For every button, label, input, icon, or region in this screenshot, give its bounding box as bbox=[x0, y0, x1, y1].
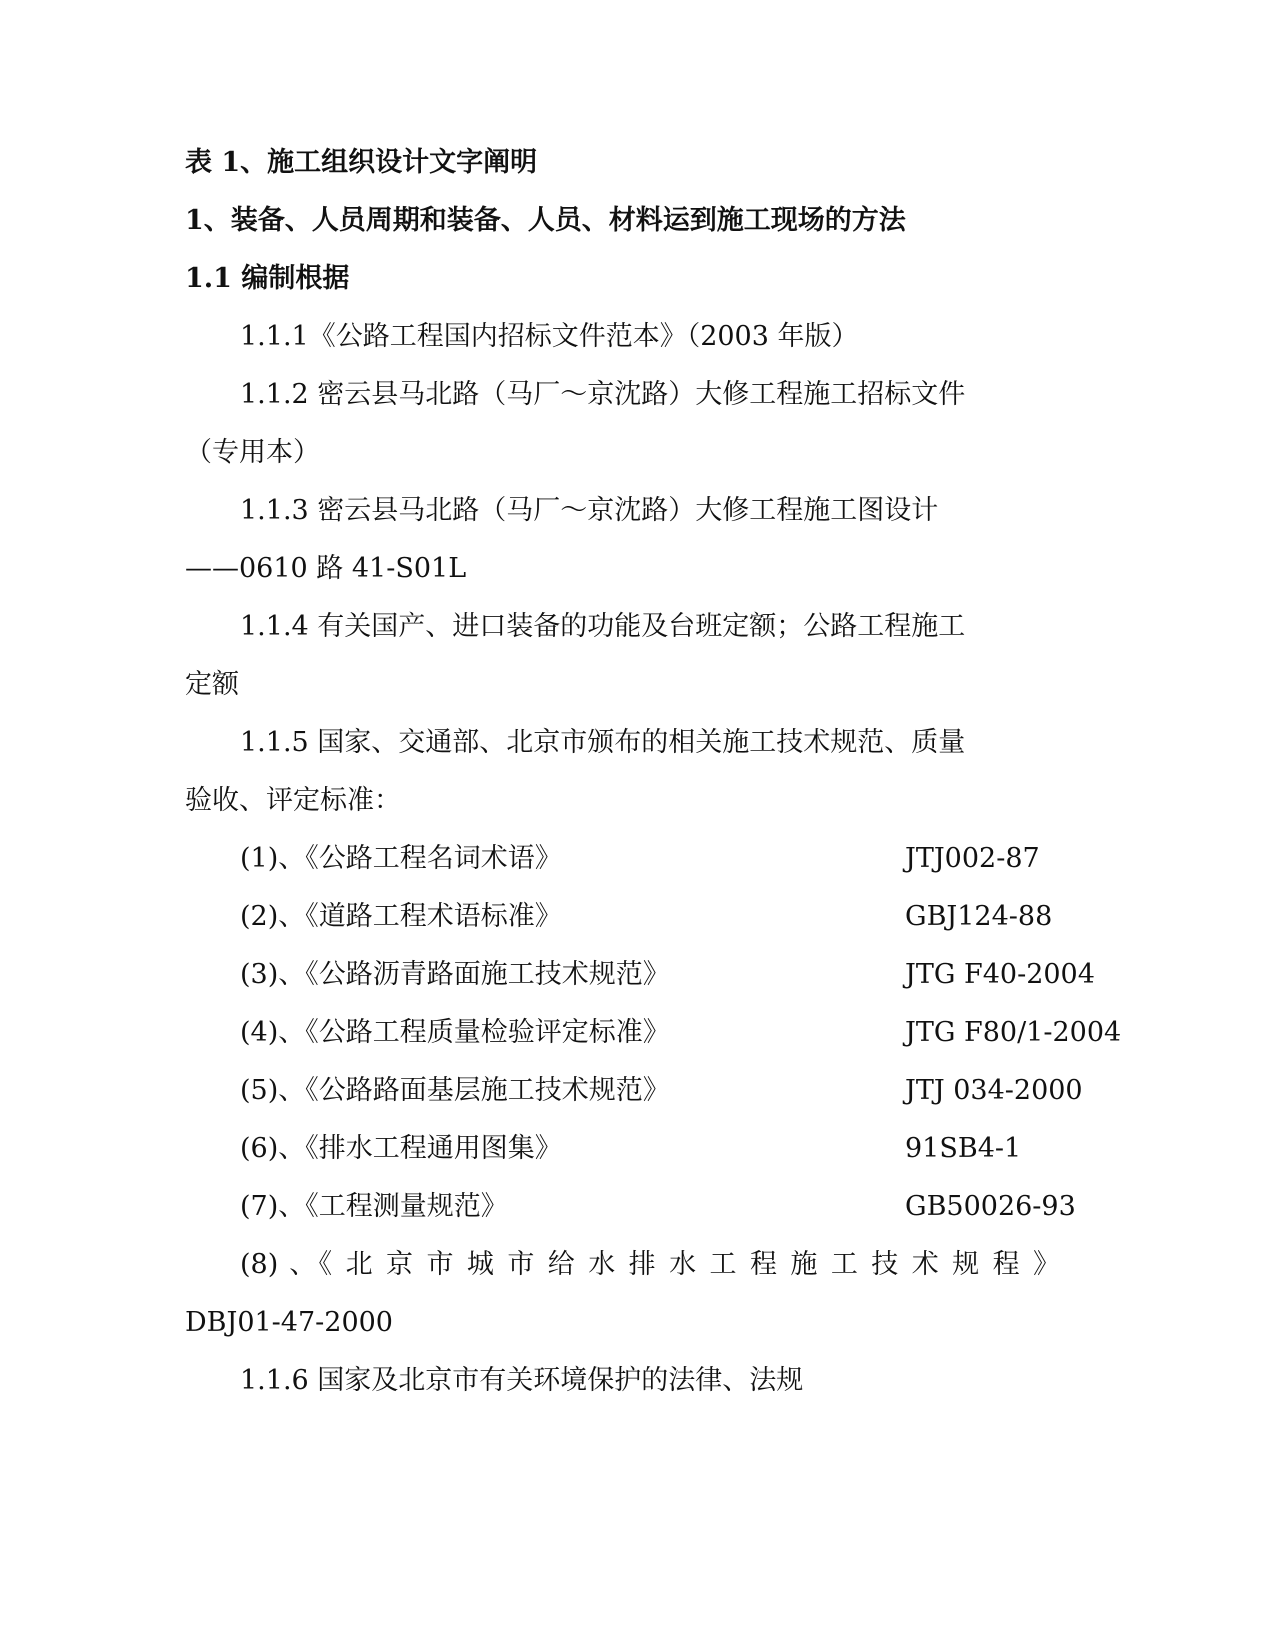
standard-code: JTG F40-2004 bbox=[905, 959, 1095, 990]
section-heading-1-1: 1.1 编制根据 bbox=[185, 263, 350, 294]
standard-code: GB50026-93 bbox=[905, 1191, 1076, 1222]
item-1-1-6: 1.1.6 国家及北京市有关环境保护的法律、法规 bbox=[240, 1365, 804, 1396]
item-1-1-2-line2: （专用本） bbox=[185, 437, 320, 468]
standard-code: JTJ002-87 bbox=[905, 843, 1040, 874]
standard-code: GBJ124-88 bbox=[905, 901, 1053, 932]
table-title: 表 1、施工组织设计文字阐明 bbox=[185, 147, 538, 178]
section-heading-1: 1、装备、人员周期和装备、人员、材料运到施工现场的方法 bbox=[185, 205, 906, 236]
item-1-1-1: 1.1.1《公路工程国内招标文件范本》（2003 年版） bbox=[240, 321, 859, 352]
standard-name: (1)、《公路工程名词术语》 bbox=[240, 843, 562, 874]
item-1-1-4-line2: 定额 bbox=[185, 669, 239, 700]
standard-8-line1: (8) 、《 北 京 市 城 市 给 水 排 水 工 程 施 工 技 术 规 程 》 bbox=[240, 1249, 1061, 1280]
item-1-1-4-line1: 1.1.4 有关国产、进口装备的功能及台班定额；公路工程施工 bbox=[240, 611, 966, 642]
standard-name: (6)、《排水工程通用图集》 bbox=[240, 1133, 562, 1164]
item-1-1-3-line1: 1.1.3 密云县马北路（马厂～京沈路）大修工程施工图设计 bbox=[240, 495, 939, 526]
item-1-1-3-line2: ——0610 路 41-S01L bbox=[185, 553, 467, 584]
standard-code: JTJ 034-2000 bbox=[905, 1075, 1083, 1106]
standard-name: (5)、《公路路面基层施工技术规范》 bbox=[240, 1075, 670, 1106]
standard-8-line2: DBJ01-47-2000 bbox=[185, 1307, 393, 1338]
item-1-1-5-line1: 1.1.5 国家、交通部、北京市颁布的相关施工技术规范、质量 bbox=[240, 727, 966, 758]
standard-name: (2)、《道路工程术语标准》 bbox=[240, 901, 562, 932]
standard-name: (3)、《公路沥青路面施工技术规范》 bbox=[240, 959, 670, 990]
item-1-1-2-line1: 1.1.2 密云县马北路（马厂～京沈路）大修工程施工招标文件 bbox=[240, 379, 966, 410]
standard-name: (7)、《工程测量规范》 bbox=[240, 1191, 508, 1222]
standard-code: 91SB4-1 bbox=[905, 1133, 1022, 1164]
item-1-1-5-line2: 验收、评定标准： bbox=[185, 785, 401, 816]
standard-code: JTG F80/1-2004 bbox=[905, 1017, 1122, 1048]
standard-name: (4)、《公路工程质量检验评定标准》 bbox=[240, 1017, 670, 1048]
